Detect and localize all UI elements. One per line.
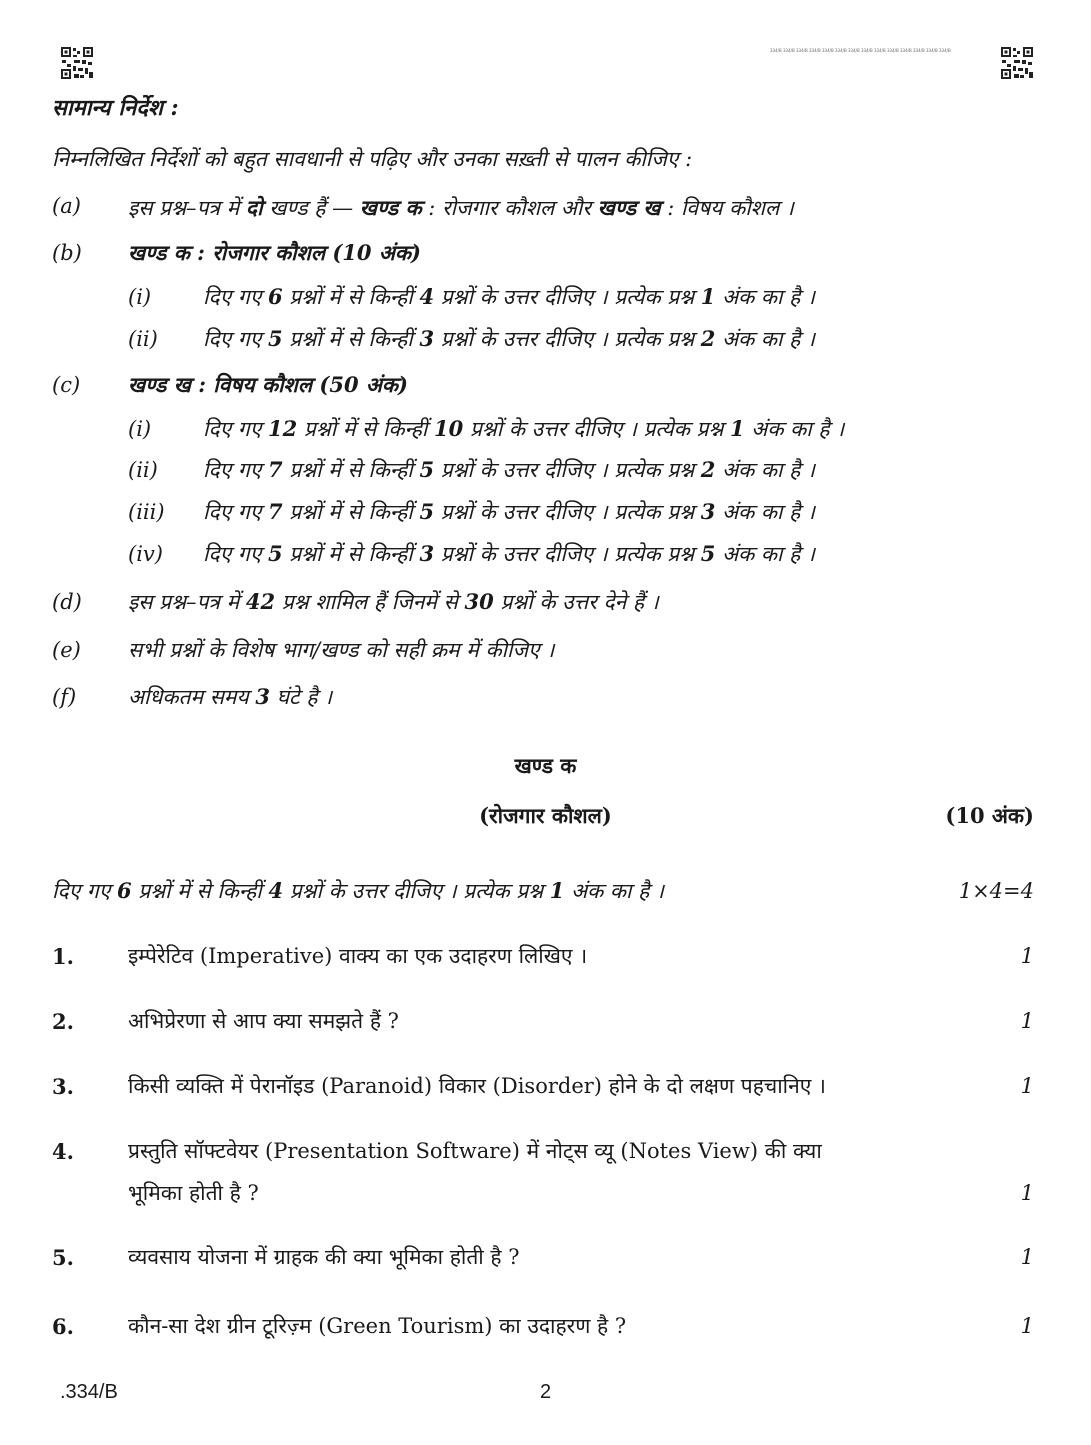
instruction-d-label: (d) <box>52 590 82 614</box>
question-1-text: इम्पेरेटिव (Imperative) वाक्य का एक उदाहरण लिखिए । <box>128 944 588 968</box>
instructions-intro: निम्नलिखित निर्देशों को बहुत सावधानी से पढ़िए और उनका सख़्ती से पालन कीजिए : <box>52 147 693 171</box>
instruction-c-iii-text: दिए गए 7 प्रश्नों में से किन्हीं 5 प्रश्नों के उत्तर दीजिए । प्रत्येक प्रश्न 3 अंक का है । <box>203 499 815 524</box>
instruction-b-label: (b) <box>52 241 82 265</box>
question-2-text: अभिप्रेरणा से आप क्या समझते हैं ? <box>128 1009 399 1033</box>
question-1-number: 1. <box>52 944 74 969</box>
instruction-b-title: खण्ड क : रोजगार कौशल (10 अंक) <box>128 240 421 265</box>
section-instruction-marks: 1×4=4 <box>958 879 1034 903</box>
question-5-number: 5. <box>52 1245 74 1270</box>
instruction-c-iii-label: (iii) <box>128 500 165 524</box>
instruction-e-text: सभी प्रश्नों के विशेष भाग/खण्ड को सही क्रम में कीजिए । <box>128 638 555 662</box>
instruction-f-text: अधिकतम समय 3 घंटे है । <box>128 684 333 709</box>
instruction-c-iv-text: दिए गए 5 प्रश्नों में से किन्हीं 3 प्रश्नों के उत्तर दीजिए । प्रत्येक प्रश्न 5 अंक का है । <box>203 541 815 566</box>
instruction-b-ii-text: दिए गए 5 प्रश्नों में से किन्हीं 3 प्रश्नों के उत्तर दीजिए । प्रत्येक प्रश्न 2 अंक का है । <box>203 326 815 351</box>
question-2-number: 2. <box>52 1009 74 1034</box>
footer-page-number: 2 <box>540 1381 552 1403</box>
instruction-c-ii-label: (ii) <box>128 458 158 482</box>
instruction-f-label: (f) <box>52 685 77 709</box>
question-6-number: 6. <box>52 1314 74 1339</box>
section-marks: (10 अंक) <box>945 803 1034 828</box>
footer-paper-code: .334/B <box>60 1381 118 1403</box>
question-1-marks: 1 <box>1020 944 1034 968</box>
question-6-text: कौन-सा देश ग्रीन टूरिज़्म (Green Tourism) का उदाहरण है ? <box>128 1314 627 1338</box>
header-microtext: 334/B 334/B 334/B 334/B 334/B 334/B 334/B 334/B 334/B 334/B 334/B 334/B 334/B 334/B <box>770 48 951 53</box>
question-6-marks: 1 <box>1020 1314 1034 1338</box>
question-4-marks: 1 <box>1020 1181 1034 1205</box>
instruction-d-text: इस प्रश्न–पत्र में 42 प्रश्न शामिल हैं जिनमें से 30 प्रश्नों के उत्तर देने हैं । <box>128 589 659 614</box>
instructions-heading: सामान्य निर्देश : <box>52 95 179 121</box>
question-4-text-line1: प्रस्तुति सॉफ्टवेयर (Presentation Software) में नोट्स व्यू (Notes View) की क्या <box>128 1139 822 1163</box>
instruction-b-i-text: दिए गए 6 प्रश्नों में से किन्हीं 4 प्रश्नों के उत्तर दीजिए । प्रत्येक प्रश्न 1 अंक का है । <box>203 284 815 309</box>
instruction-a-text: इस प्रश्न–पत्र में दो खण्ड हैं — खण्ड क : रोजगार कौशल और खण्ड ख : विषय कौशल । <box>128 195 794 220</box>
instruction-c-i-label: (i) <box>128 417 152 441</box>
question-3-marks: 1 <box>1020 1074 1034 1098</box>
question-3-number: 3. <box>52 1074 74 1099</box>
qr-code-left-icon <box>60 46 94 80</box>
question-2-marks: 1 <box>1020 1009 1034 1033</box>
section-subtitle: (रोजगार कौशल) <box>479 803 612 828</box>
instruction-c-iv-label: (iv) <box>128 542 163 566</box>
instruction-b-ii-label: (ii) <box>128 327 158 351</box>
section-instruction: दिए गए 6 प्रश्नों में से किन्हीं 4 प्रश्नों के उत्तर दीजिए । प्रत्येक प्रश्न 1 अंक का है । <box>52 878 664 903</box>
question-4-text-line2: भूमिका होती है ? <box>128 1181 259 1205</box>
instruction-e-label: (e) <box>52 638 81 662</box>
instruction-c-label: (c) <box>52 373 81 397</box>
instruction-c-i-text: दिए गए 12 प्रश्नों में से किन्हीं 10 प्रश्नों के उत्तर दीजिए । प्रत्येक प्रश्न 1 अंक का है । <box>203 416 845 441</box>
question-3-text: किसी व्यक्ति में पेरानॉइड (Paranoid) विकार (Disorder) होने के दो लक्षण पहचानिए । <box>128 1074 827 1098</box>
qr-code-right-icon <box>1000 46 1034 80</box>
instruction-a-label: (a) <box>52 194 81 218</box>
section-title: खण्ड क <box>514 753 577 778</box>
question-4-number: 4. <box>52 1139 74 1164</box>
instruction-c-title: खण्ड ख : विषय कौशल (50 अंक) <box>128 372 408 397</box>
question-5-marks: 1 <box>1020 1245 1034 1269</box>
question-5-text: व्यवसाय योजना में ग्राहक की क्या भूमिका होती है ? <box>128 1245 520 1269</box>
instruction-c-ii-text: दिए गए 7 प्रश्नों में से किन्हीं 5 प्रश्नों के उत्तर दीजिए । प्रत्येक प्रश्न 2 अंक का है । <box>203 457 815 482</box>
instruction-b-i-label: (i) <box>128 285 152 309</box>
